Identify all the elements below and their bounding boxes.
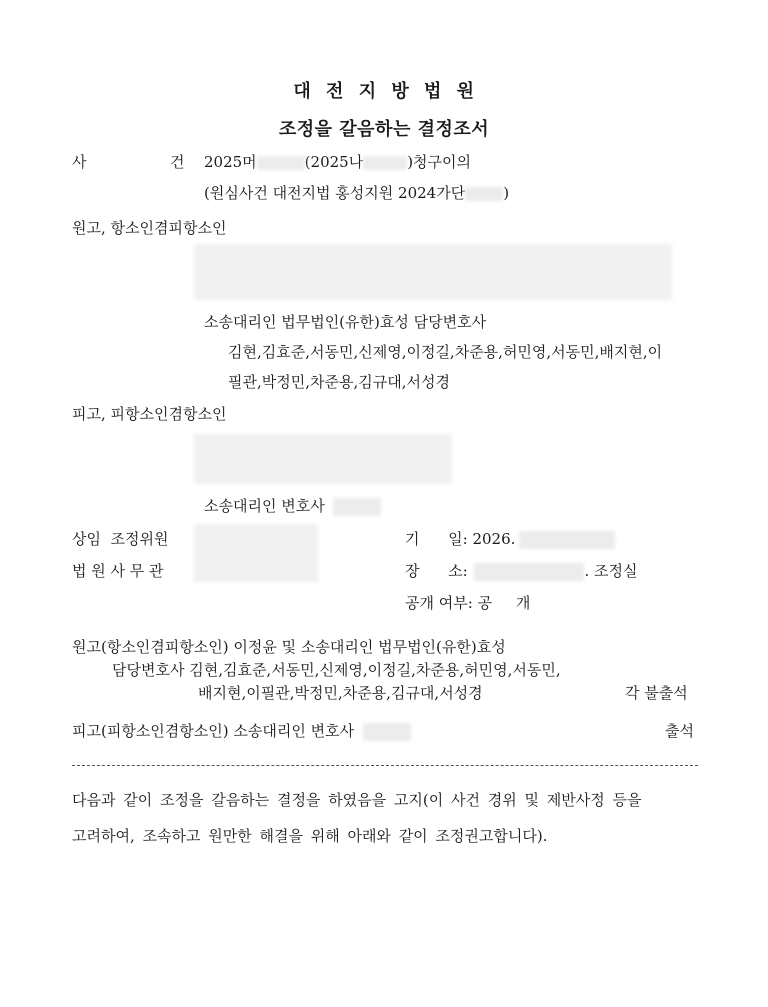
- attendance-plaintiff-line3: 배지현,이필관,박정민,차준용,김규대,서성경: [198, 684, 483, 702]
- plaintiff-attendance-status: 각 불출석: [625, 684, 688, 702]
- court-name: 대 전 지 방 법 원: [293, 81, 475, 102]
- redacted-date: [519, 531, 615, 549]
- place-value: . 조정실: [584, 562, 638, 580]
- plaintiff-heading: 원고, 항소인겸피항소인: [72, 219, 227, 237]
- redacted-mediator-clerk: [194, 524, 318, 582]
- hearing-place: [405, 561, 637, 581]
- date-label: 기 일:: [405, 530, 468, 548]
- attendance-plaintiff-line2: 담당변호사 김현,김효준,서동민,신제영,이정길,차준용,허민영,서동민,: [112, 661, 561, 679]
- document-title: 조정을 갈음하는 결정조서: [278, 119, 490, 140]
- case-number-prefix: 2025머: [204, 153, 257, 171]
- case-label-1: 사: [72, 153, 87, 171]
- public-value: 공 개: [477, 594, 531, 612]
- origin-case-prefix: (원심사건 대전지법 홍성지원 2024가단: [204, 184, 466, 202]
- redacted-defendant-lawyer: [333, 498, 381, 516]
- attendance-plaintiff-line1: 원고(항소인겸피항소인) 이정윤 및 소송대리인 법무법인(유한)효성: [72, 638, 506, 656]
- redacted-origin-number: [465, 187, 503, 201]
- redacted-case-number: [257, 156, 305, 170]
- redacted-plaintiff-info: [194, 244, 672, 300]
- plaintiff-counsel: 소송대리인 법무법인(유한)효성 담당변호사: [204, 313, 487, 331]
- public-status: [405, 593, 530, 613]
- case-number-mid: (2025나: [304, 153, 364, 171]
- defendant-counsel: [204, 496, 381, 516]
- plaintiff-lawyers-line2: 필관,박정민,차준용,김규대,서성경: [228, 373, 450, 391]
- origin-case: [204, 183, 509, 203]
- attendance-defendant-label: 피고(피항소인겸항소인) 소송대리인 변호사: [72, 722, 355, 740]
- origin-case-suffix: ): [503, 184, 510, 202]
- redacted-defendant-lawyer-attendance: [363, 723, 411, 741]
- place-label: 장 소:: [405, 562, 468, 580]
- dashed-divider: [72, 765, 698, 766]
- defendant-attendance-status: 출석: [665, 722, 694, 740]
- public-label: 공개 여부:: [405, 594, 473, 612]
- decision-paragraph-line2: 고려하여, 조속하고 원만한 해결을 위해 아래와 같이 조정권고합니다).: [72, 827, 548, 845]
- clerk-label: 법 원 사 무 관: [72, 562, 164, 580]
- hearing-date: [405, 529, 615, 549]
- redacted-place: [474, 563, 584, 581]
- mediator-label: 상임 조정위원: [72, 530, 169, 548]
- case-type: )청구이의: [407, 153, 472, 171]
- case-number: [204, 152, 471, 172]
- date-value: 2026.: [472, 530, 516, 548]
- case-label-2: 건: [170, 153, 185, 171]
- redacted-appeal-number: [363, 156, 407, 170]
- defendant-heading: 피고, 피항소인겸항소인: [72, 405, 227, 423]
- attendance-defendant: [72, 721, 411, 741]
- decision-paragraph-line1: 다음과 같이 조정을 갈음하는 결정을 하였음을 고지(이 사건 경위 및 제반사정 등을: [72, 791, 642, 809]
- redacted-defendant-info: [194, 434, 452, 484]
- defendant-counsel-label: 소송대리인 변호사: [204, 497, 325, 515]
- plaintiff-lawyers-line1: 김현,김효준,서동민,신제영,이정길,차준용,허민영,서동민,배지현,이: [228, 343, 663, 361]
